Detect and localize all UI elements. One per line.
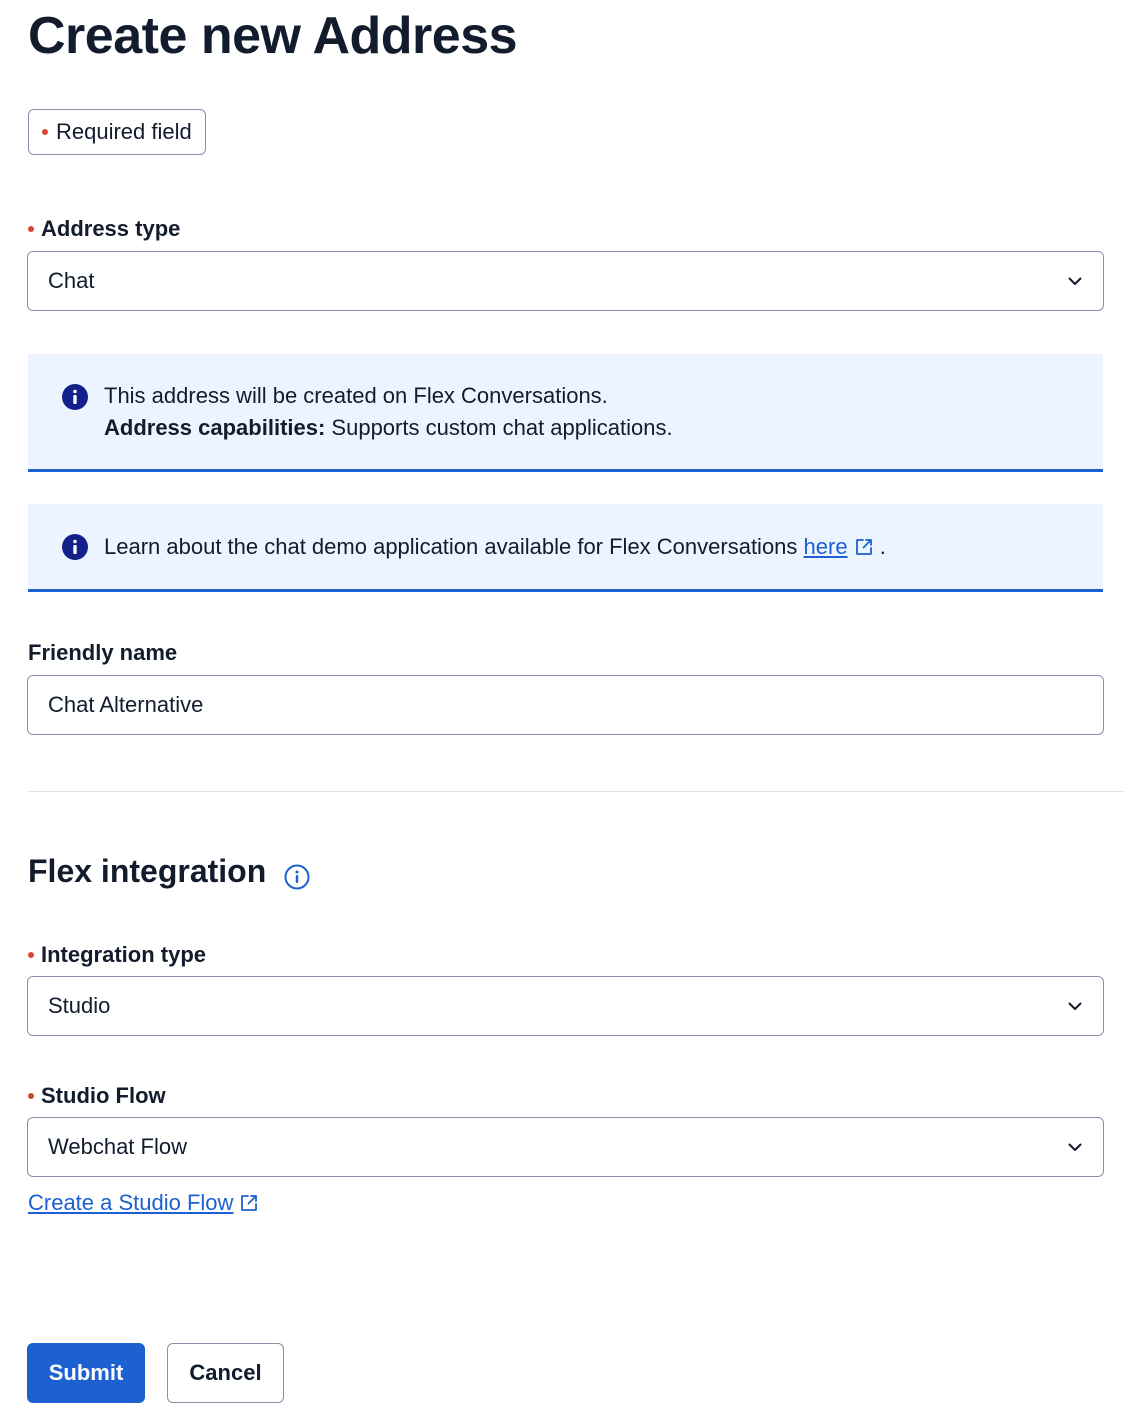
friendly-name-input[interactable]: [48, 692, 1083, 718]
demo-here-link[interactable]: [804, 534, 848, 559]
studio-flow-label: [28, 1082, 166, 1110]
info-outline-icon[interactable]: [284, 858, 310, 884]
external-link-icon: [854, 534, 874, 554]
chevron-down-icon: [1067, 998, 1083, 1014]
callout-line-2: [104, 412, 673, 444]
capabilities-callout: [28, 354, 1103, 472]
section-divider: [28, 791, 1124, 792]
capabilities-callout-text: [104, 380, 673, 444]
submit-button[interactable]: Submit: [27, 1343, 145, 1403]
capabilities-text: Supports custom chat applications.: [325, 415, 673, 440]
address-type-label: [28, 215, 180, 243]
external-link-icon: [239, 1193, 259, 1213]
cancel-button[interactable]: Cancel: [167, 1343, 284, 1403]
studio-flow-value: Webchat Flow: [48, 1134, 187, 1159]
address-type-select[interactable]: [27, 251, 1104, 311]
create-studio-flow-link[interactable]: Create a Studio Flow: [28, 1190, 234, 1215]
integration-type-label-text: Integration type: [41, 942, 207, 967]
flex-integration-title: Flex integration: [28, 853, 267, 889]
required-field-legend: [28, 109, 206, 155]
demo-callout-suffix: .: [873, 533, 886, 559]
required-indicator: [28, 952, 34, 958]
address-type-label-text: Address type: [41, 216, 181, 241]
studio-flow-select[interactable]: [27, 1117, 1104, 1177]
page-title: Create new Address: [28, 7, 518, 65]
chevron-down-icon: [1067, 273, 1083, 289]
chevron-down-icon: [1067, 1139, 1083, 1155]
callout-line-1: This address will be created on Flex Conversations.: [104, 383, 608, 408]
create-studio-flow-row: [28, 1190, 259, 1216]
demo-callout-body: Learn about the chat demo application available for Flex Conversations: [104, 533, 804, 559]
flex-integration-heading: [28, 850, 310, 892]
info-icon: [62, 534, 88, 560]
demo-callout-text: [104, 531, 886, 563]
friendly-name-label: [28, 639, 177, 667]
required-indicator: [28, 1093, 34, 1099]
address-type-value: Chat: [48, 268, 95, 293]
friendly-name-field[interactable]: [27, 675, 1104, 735]
integration-type-select[interactable]: [27, 976, 1104, 1036]
integration-type-value: Studio: [48, 993, 111, 1018]
demo-here-link-text: here: [803, 533, 848, 559]
studio-flow-label-text: Studio Flow: [41, 1083, 166, 1108]
integration-type-label: [28, 941, 206, 969]
demo-callout: [28, 504, 1103, 592]
required-indicator: [28, 226, 34, 232]
required-field-text: Required field: [56, 119, 192, 144]
required-indicator: [42, 129, 48, 135]
info-icon: [62, 384, 88, 410]
capabilities-label: Address capabilities:: [104, 415, 326, 440]
friendly-name-label-text: Friendly name: [28, 640, 178, 665]
